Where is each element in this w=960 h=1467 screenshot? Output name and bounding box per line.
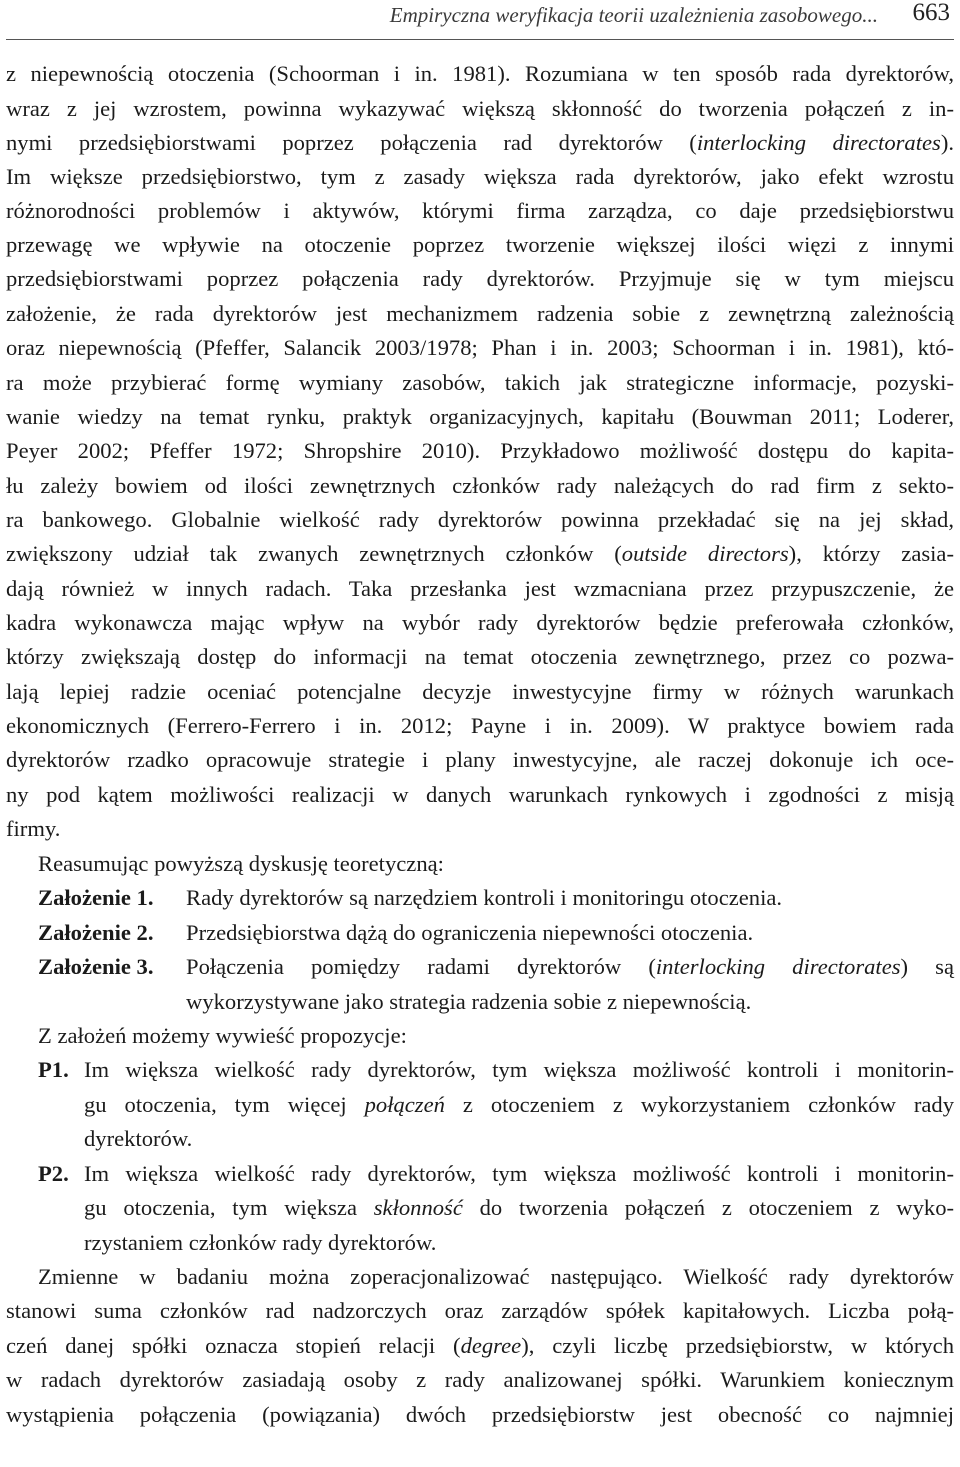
assumption-text: Połączenia pomiędzy radami dyrektorów (interlocking directorates) są [186,954,955,979]
text-line: lają lepiej radzie oceniać potencjalne decyzje inwestycyjne firmy w różnych warunkach [6,679,954,704]
text-line: firmy. [6,816,61,841]
text-line: Im większe przedsiębiorstwo, tym z zasady większa rada dyrektorów, jako efekt wzrostu [6,164,954,189]
proposition-text: gu otoczenia, tym większa skłonność do tworzenia połączeń z otoczeniem z wyko- [84,1195,955,1220]
text-line: wanie wiedzy na temat rynku, praktyk organizacyjnych, kapitału (Bouwman 2011; Loderer, [6,404,954,429]
proposition-text: Im większa wielkość rady dyrektorów, tym większa możliwość kontroli i monitorin- [84,1057,954,1082]
text-line: zwiększony udział tak zwanych zewnętrznych członków (outside directors), którzy zasia- [6,541,954,566]
assumption-label: Założenie 1. [38,885,154,910]
assumption-text: Rady dyrektorów są narzędziem kontroli i monitoringu otoczenia. [186,885,783,910]
assumption-label: Założenie 3. [38,954,154,979]
text-line: oraz niepewnością (Pfeffer, Salancik 2003/1978; Phan i in. 2003; Schoorman i in. 1981), któ- [6,335,954,360]
header-rule [6,39,954,40]
proposition-label: P1. [38,1057,69,1082]
italic-term: interlocking directorates [655,954,901,979]
text-line: założenie, że rada dyrektorów jest mechanizmem radzenia sobie z zewnętrzną zależnością [6,301,954,326]
text-line: ekonomicznych (Ferrero-Ferrero i in. 2012; Payne i in. 2009). W praktyce bowiem rada [6,713,954,738]
text-line: ra bankowego. Globalnie wielkość rady dyrektorów powinna przekładać się na jej skład, [6,507,954,532]
assumption-text: Przedsiębiorstwa dążą do ograniczenia niepewności otoczenia. [186,920,754,945]
text-line: z niepewnością otoczenia (Schoorman i in. 1981). Rozumiana w ten sposób rada dyrektorów, [6,61,954,86]
text-line: dyrektorów rzadko opracowuje strategie i plany inwestycyjne, ale raczej dokonuje ich oce- [6,747,954,772]
italic-term: połączeń [364,1092,445,1117]
text-line: różnorodności problemów i aktywów, którymi firma zarządza, co daje przedsiębiorstwu [6,198,954,223]
assumption-text: wykorzystywane jako strategia radzenia sobie z niepewnością. [186,989,752,1014]
text-line: stanowi suma członków rad nadzorczych oraz zarządów spółek kapitałowych. Liczba połą- [6,1298,954,1323]
text-line: w radach dyrektorów zasiadają osoby z rady analizowanej spółki. Warunkiem koniecznym [6,1367,954,1392]
italic-term: interlocking directorates [696,130,941,155]
text-line: wystąpienia połączenia (powiązania) dwóch przedsiębiorstw jest obecność co najmniej [6,1402,954,1427]
proposition-text: gu otoczenia, tym więcej połączeń z otoczeniem z wykorzystaniem członków rady [84,1092,954,1117]
text-line: łu zależy bowiem od ilości zewnętrznych członków rady należących do rad firm z sekto- [6,473,954,498]
text-line: czeń danej spółki oznacza stopień relacji (degree), czyli liczbę przedsiębiorstw, w których [6,1333,954,1358]
text-line: Zmienne w badaniu można zoperacjonalizować następująco. Wielkość rady dyrektorów [38,1264,954,1289]
text-line: ny pod kątem możliwości realizacji w danych warunkach rynkowych i zgodności z misją [6,782,954,807]
text-line: Z założeń możemy wywieść propozycje: [38,1023,407,1048]
text-line: wraz z jej wzrostem, powinna wykazywać większą skłonność do tworzenia połączeń z in- [6,96,954,121]
italic-term: skłonność [373,1195,463,1220]
text-line: którzy zwiększają dostęp do informacji na temat otoczenia zewnętrznego, przez co pozwa- [6,644,954,669]
text-line: przewagę we wpływie na otoczenie poprzez tworzenie większej ilości więzi z innymi [6,232,954,257]
running-title: Empiryczna weryfikacja teorii uzależnienia zasobowego... [389,3,878,27]
proposition-text: Im większa wielkość rady dyrektorów, tym większa możliwość kontroli i monitorin- [84,1161,954,1186]
text-line: ra może przybierać formę wymiany zasobów, takich jak strategiczne informacje, pozyski- [6,370,954,395]
text-line: przedsiębiorstwami poprzez połączenia rady dyrektorów. Przyjmuje się w tym miejscu [6,266,954,291]
text-line: Peyer 2002; Pfeffer 1972; Shropshire 2010). Przykładowo możliwość dostępu do kapita- [6,438,954,463]
running-header [6,0,954,40]
proposition-text: rzystaniem członków rady dyrektorów. [84,1230,437,1255]
page-number: 663 [912,0,950,26]
italic-term: outside directors [621,541,789,566]
italic-term: degree [460,1333,522,1358]
proposition-text: dyrektorów. [84,1126,193,1151]
text-line: dają również w innych radach. Taka przesłanka jest wzmacniana przez przypuszczenie, że [6,576,954,601]
proposition-label: P2. [38,1161,69,1186]
text-line: nymi przedsiębiorstwami poprzez połączenia rad dyrektorów (interlocking directorates). [6,130,954,155]
text-line: kadra wykonawcza mając wpływ na wybór rady dyrektorów będzie preferowała członków, [6,610,954,635]
text-line: Reasumując powyższą dyskusję teoretyczną: [38,851,444,876]
assumption-label: Założenie 2. [38,920,154,945]
